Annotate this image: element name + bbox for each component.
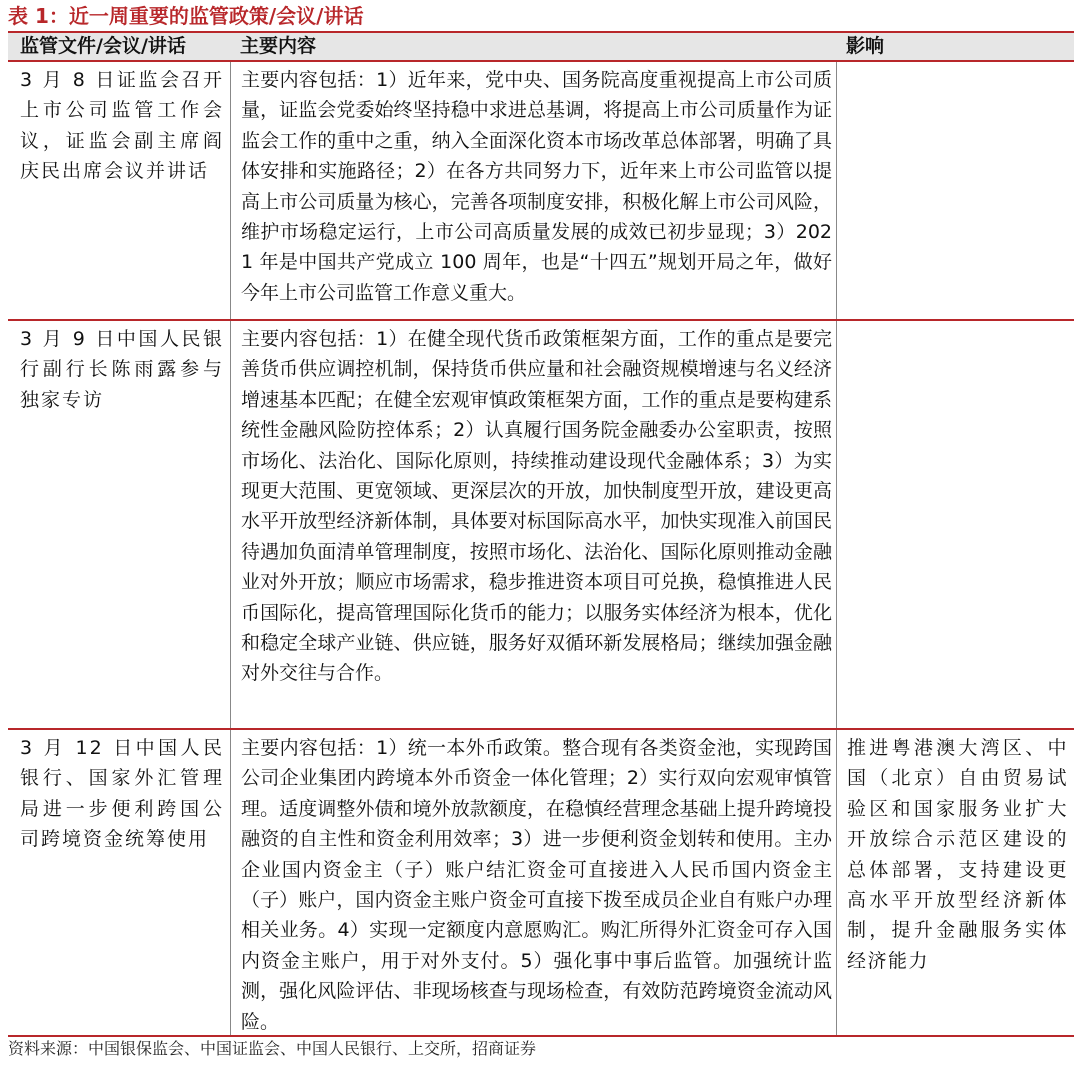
table-row xyxy=(8,321,1074,730)
source-note: 资料来源：中国银保监会、中国证监会、中国人民银行、上交所，招商证券 xyxy=(8,1039,537,1058)
event-cell xyxy=(8,62,230,319)
content-text: 主要内容包括：1）近年来，党中央、国务院高度重视提高上市公司质量，证监会党委始终坚持稳中求进总基调，将提高上市公司质量作为证监会工作的重中之重，纳入全面深化资本市场改革总体部署，明确了具体安排和实施路径；2）在各方共同努力下，近年来上市公司监管以提高上市公司质量为核心，完善各项制度安排，积极化解上市公司风险，维护市场稳定运行，上市公司高质量发展的成效已初步显现；3）2021 年是中国共产党成立 100 周年，也是“十四五”规划开局之年，做好今年上市公司监管工作意义重大。 xyxy=(241,69,832,304)
impact-cell xyxy=(836,321,1074,728)
table-row xyxy=(8,62,1074,321)
content-text: 主要内容包括：1）统一本外币政策。整合现有各类资金池，实现跨国公司企业集团内跨境本外币资金一体化管理；2）实行双向宏观审慎管理。适度调整外债和境外放款额度，在稳慎经营理念基础上提升跨境投融资的自主性和资金利用效率；3）进一步便利资金划转和使用。主办企业国内资金主（子）账户结汇资金可直接进入人民币国内资金主（子）账户，国内资金主账户资金可直接下拨至成员企业自有账户办理相关业务。4）实现一定额度内意愿购汇。购汇所得外汇资金可存入国内资金主账户，用于对外支付。5）强化事中事后监管。加强统计监测，强化风险评估、非现场核查与现场检查，有效防范跨境资金流动风险。 xyxy=(241,737,832,1033)
event-text: 3 月 12 日中国人民银行、国家外汇管理局进一步便利跨国公司跨境资金统筹使用 xyxy=(20,737,224,851)
content-cell xyxy=(230,730,836,1035)
event-text: 3 月 9 日中国人民银行副行长陈雨露参与独家专访 xyxy=(20,328,224,411)
impact-text: 推进粤港澳大湾区、中国（北京）自由贸易试验区和国家服务业扩大开放综合示范区建设的总体部署，支持建设更高水平开放型经济新体制，提升金融服务实体经济能力 xyxy=(847,737,1068,972)
event-cell xyxy=(8,730,230,1035)
table-caption: 表 1：近一周重要的监管政策/会议/讲话 xyxy=(8,4,364,28)
table-row xyxy=(8,730,1074,1037)
impact-cell xyxy=(836,62,1074,319)
content-text: 主要内容包括：1）在健全现代货币政策框架方面，工作的重点是要完善货币供应调控机制，保持货币供应量和社会融资规模增速与名义经济增速基本匹配；在健全宏观审慎政策框架方面，工作的重点是要构建系统性金融风险防控体系；2）认真履行国务院金融委办公室职责，按照市场化、法治化、国际化原则，持续推动建设现代金融体系；3）为实现更大范围、更宽领域、更深层次的开放，加快制度型开放，建设更高水平开放型经济新体制，具体要对标国际高水平，加快实现准入前国民待遇加负面清单管理制度，按照市场化、法治化、国际化原则推动金融业对外开放；顺应市场需求，稳步推进资本项目可兑换，稳慎推进人民币国际化，提高管理国际化货币的能力；以服务实体经济为根本，优化和稳定全球产业链、供应链，服务好双循环新发展格局；继续加强金融对外交往与合作。 xyxy=(241,328,832,685)
header-impact: 影响 xyxy=(846,35,885,57)
header-event: 监管文件/会议/讲话 xyxy=(20,35,186,57)
content-cell xyxy=(230,62,836,319)
event-text: 3 月 8 日证监会召开上市公司监管工作会议，证监会副主席阎庆民出席会议并讲话 xyxy=(20,69,224,183)
header-content: 主要内容 xyxy=(240,35,317,57)
impact-cell xyxy=(836,730,1074,1035)
policy-table xyxy=(8,31,1074,1037)
content-cell xyxy=(230,321,836,728)
table-header xyxy=(8,33,1074,62)
event-cell xyxy=(8,321,230,728)
